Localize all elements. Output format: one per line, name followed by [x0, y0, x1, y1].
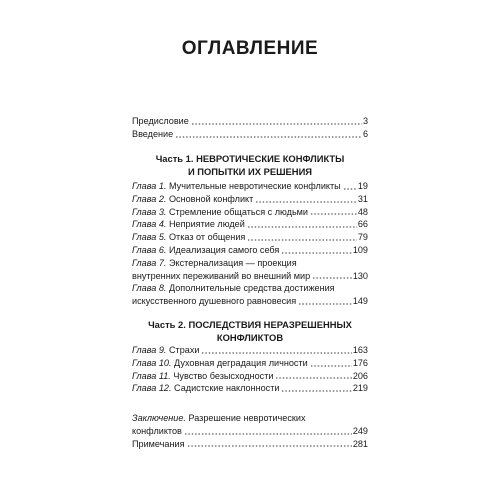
chapter-label: Глава 12.	[132, 383, 172, 394]
dot-leader	[275, 377, 351, 379]
dot-leader	[201, 352, 351, 354]
chapter-label: Глава 10.	[132, 357, 172, 368]
toc-entry-chapter-1[interactable]	[132, 180, 368, 193]
entry-title: Идеализация самого себя	[168, 244, 280, 255]
entry-title: Дополнительные средства достижения	[168, 283, 335, 294]
toc-entry-chapter-6[interactable]	[132, 244, 368, 257]
entry-page: 149	[352, 296, 368, 307]
entry-page: 163	[352, 345, 368, 355]
entry-title-cont: конфликтов	[132, 425, 182, 436]
page-title: ОГЛАВЛЕНИЕ	[181, 38, 319, 59]
chapter-label: Глава 4.	[132, 219, 167, 230]
toc-entry-intro[interactable]	[132, 128, 368, 141]
part-1-chapter-list	[132, 180, 368, 308]
toc-entry-chapter-8[interactable]	[132, 282, 368, 308]
dot-leader	[175, 136, 362, 138]
toc-entry-chapter-5[interactable]	[132, 231, 368, 244]
entry-title: Стремление общаться с людьми	[168, 206, 309, 217]
entry-page: 48	[357, 206, 368, 217]
entry-title: Примечания	[132, 438, 185, 449]
dot-leader	[281, 252, 351, 254]
entry-page: 19	[357, 181, 368, 191]
entry-page: 79	[357, 232, 368, 243]
dot-leader	[343, 188, 357, 190]
entry-page: 206	[352, 370, 368, 381]
entry-title: Основной конфликт	[168, 193, 254, 204]
toc-entry-chapter-10[interactable]	[132, 357, 368, 370]
toc-entry-chapter-7[interactable]	[132, 257, 368, 283]
chapter-label: Глава 1.	[132, 181, 167, 191]
front-matter-list	[132, 115, 368, 141]
toc-entry-chapter-3[interactable]	[132, 206, 368, 219]
toc-entry-chapter-11[interactable]	[132, 370, 368, 383]
entry-title: Чувство безысходности	[173, 370, 274, 381]
conclusion-label: Заключение.	[132, 413, 186, 423]
chapter-label: Глава 8.	[132, 283, 167, 294]
dot-leader	[191, 123, 362, 125]
toc-entry-chapter-4[interactable]	[132, 218, 368, 231]
chapter-label: Глава 6.	[132, 244, 167, 255]
part-1-heading: Часть 1. НЕВРОТИЧЕСКИЕ КОНФЛИКТЫ И ПОПЫТКИ ИХ РЕШЕНИЯ	[155, 153, 345, 177]
entry-title: Экстернализация — проекция	[168, 257, 297, 268]
chapter-label: Глава 5.	[132, 232, 167, 243]
entry-title: Разрешение невротических	[188, 413, 306, 423]
entry-page: 6	[362, 128, 368, 139]
chapter-label: Глава 11.	[132, 370, 171, 381]
entry-title: Введение	[132, 128, 174, 139]
entry-page: 281	[352, 438, 368, 449]
entry-title: Духовная деградация личности	[174, 357, 308, 368]
dot-leader	[184, 433, 352, 435]
entry-title: Отказ от общения	[168, 232, 246, 243]
dot-leader	[281, 390, 351, 392]
dot-leader	[312, 277, 352, 279]
dot-leader	[255, 201, 357, 203]
dot-leader	[310, 365, 352, 367]
entry-title: Страхи	[168, 345, 200, 355]
entry-title: Неприятие людей	[168, 219, 245, 230]
toc-entry-chapter-2[interactable]	[132, 193, 368, 206]
toc-entry-chapter-12[interactable]	[132, 382, 368, 395]
entry-title-cont: внутренних переживаний во внешний мир	[132, 270, 311, 281]
dot-leader	[298, 303, 352, 305]
dot-leader	[247, 239, 357, 241]
chapter-label: Глава 2.	[132, 193, 167, 204]
toc-entry-chapter-9[interactable]	[132, 344, 368, 357]
entry-title: Садистские наклонности	[174, 383, 280, 394]
entry-page: 249	[352, 425, 368, 436]
entry-page: 31	[357, 193, 368, 204]
dot-leader	[310, 213, 357, 215]
entry-page: 3	[362, 116, 368, 126]
toc-entry-notes[interactable]	[132, 438, 368, 451]
entry-title: Предисловие	[132, 116, 189, 126]
entry-page: 66	[357, 219, 368, 230]
entry-title-cont: искусственного душевного равновесия	[132, 296, 297, 307]
back-matter-list	[132, 412, 368, 450]
entry-page: 130	[352, 270, 368, 281]
entry-page: 219	[352, 383, 368, 394]
part-2-heading: Часть 2. ПОСЛЕДСТВИЯ НЕРАЗРЕШЕННЫХ КОНФЛИКТОВ	[148, 319, 352, 343]
entry-page: 176	[352, 357, 368, 368]
part-2-chapter-list	[132, 344, 368, 395]
dot-leader	[247, 226, 357, 228]
dot-leader	[187, 445, 352, 447]
entry-title: Мучительные невротические конфликты	[168, 181, 341, 191]
chapter-label: Глава 3.	[132, 206, 167, 217]
chapter-label: Глава 7.	[132, 257, 167, 268]
entry-page: 109	[352, 244, 368, 255]
chapter-label: Глава 9.	[132, 345, 167, 355]
toc-entry-conclusion[interactable]	[132, 412, 368, 438]
toc-entry-preface[interactable]	[132, 115, 368, 128]
